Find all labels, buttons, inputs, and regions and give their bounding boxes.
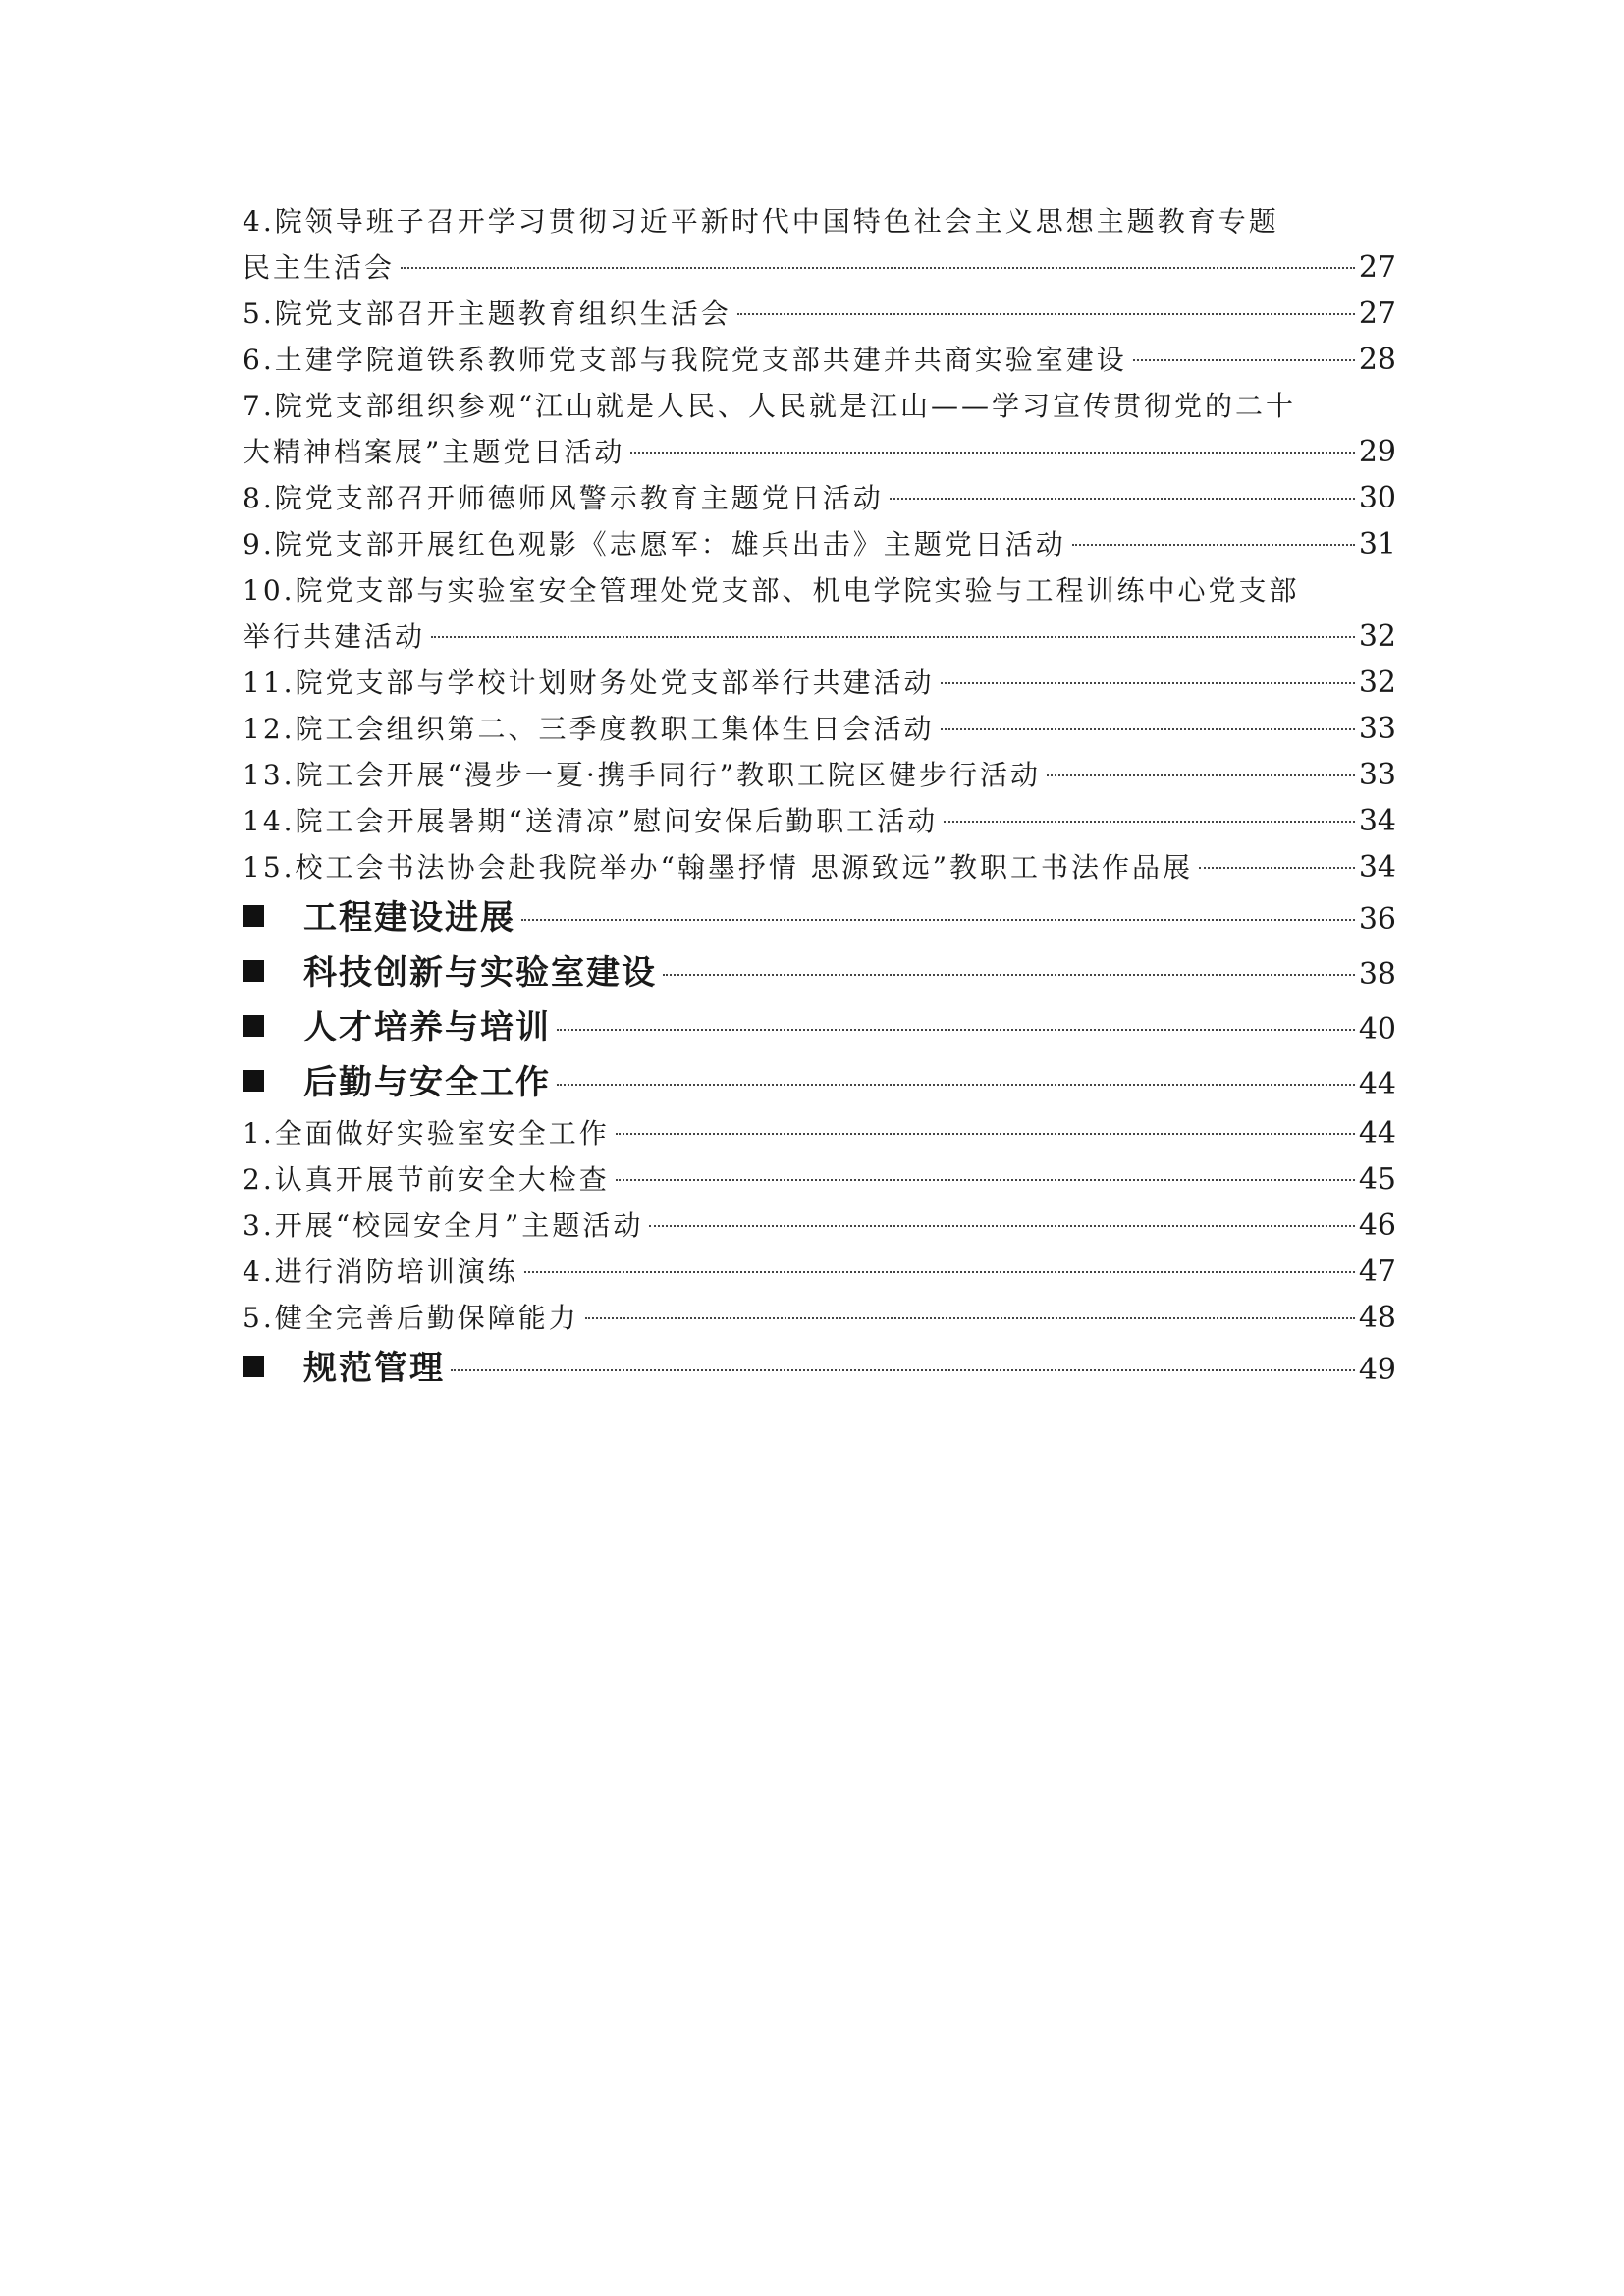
toc-line bbox=[243, 383, 1396, 429]
toc-page-number: 31 bbox=[1358, 527, 1396, 561]
toc-entry-text: 6.土建学院道铁系教师党支部与我院党支部共建并共商实验室建设 bbox=[243, 344, 1127, 376]
toc-section[interactable] bbox=[243, 1000, 1396, 1055]
toc-page-number: 32 bbox=[1358, 666, 1396, 700]
toc-section-title: 后勤与安全工作 bbox=[303, 1063, 551, 1102]
toc-entry-text: 5.院党支部召开主题教育组织生活会 bbox=[243, 297, 731, 330]
dot-leader bbox=[941, 728, 1355, 730]
toc-page-number: 48 bbox=[1358, 1301, 1396, 1335]
toc-page-number: 49 bbox=[1358, 1353, 1396, 1387]
dot-leader bbox=[890, 498, 1355, 500]
toc-section-title: 规范管理 bbox=[303, 1349, 445, 1388]
toc-entry[interactable] bbox=[243, 1295, 1396, 1341]
toc-entry[interactable] bbox=[243, 660, 1396, 706]
toc-entry-text: 民主生活会 bbox=[243, 251, 396, 284]
toc-page-number: 28 bbox=[1358, 343, 1396, 377]
toc-entry-text: 11.院党支部与学校计划财务处党支部举行共建活动 bbox=[243, 667, 935, 699]
square-bullet-icon bbox=[243, 960, 264, 982]
square-bullet-icon bbox=[243, 1070, 264, 1092]
toc-line bbox=[243, 1341, 1396, 1396]
toc-line bbox=[243, 945, 1396, 1000]
dot-leader bbox=[737, 313, 1355, 315]
toc-page-number: 44 bbox=[1358, 1067, 1396, 1101]
toc-line bbox=[243, 1249, 1396, 1295]
dot-leader bbox=[557, 1029, 1355, 1031]
dot-leader bbox=[521, 919, 1355, 921]
toc-entry[interactable] bbox=[243, 567, 1396, 660]
toc-entry-text: 4.院领导班子召开学习贯彻习近平新时代中国特色社会主义思想主题教育专题 bbox=[243, 205, 1279, 238]
toc-entry[interactable] bbox=[243, 383, 1396, 475]
toc-line bbox=[243, 614, 1396, 660]
toc-page-number: 36 bbox=[1358, 902, 1396, 936]
dot-leader bbox=[616, 1133, 1355, 1135]
toc-entry[interactable] bbox=[243, 1156, 1396, 1202]
toc-line bbox=[243, 1156, 1396, 1202]
toc-entry[interactable] bbox=[243, 521, 1396, 567]
toc-page-number: 30 bbox=[1358, 481, 1396, 515]
toc-entry-text: 1.全面做好实验室安全工作 bbox=[243, 1117, 610, 1149]
toc-section-title: 人才培养与培训 bbox=[303, 1008, 551, 1047]
toc-line bbox=[243, 890, 1396, 945]
dot-leader bbox=[1072, 544, 1355, 546]
toc-page-number: 34 bbox=[1358, 850, 1396, 884]
toc-line bbox=[243, 337, 1396, 383]
dot-leader bbox=[941, 682, 1355, 684]
toc-line bbox=[243, 844, 1396, 890]
toc-entry-text: 15.校工会书法协会赴我院举办“翰墨抒情 思源致远”教职工书法作品展 bbox=[243, 851, 1194, 883]
toc-page-number: 47 bbox=[1358, 1255, 1396, 1289]
dot-leader bbox=[616, 1179, 1355, 1181]
square-bullet-icon bbox=[243, 1356, 264, 1377]
toc-section-title: 科技创新与实验室建设 bbox=[303, 953, 657, 992]
toc-line bbox=[243, 475, 1396, 521]
toc-entry[interactable] bbox=[243, 1249, 1396, 1295]
toc-entry-text: 9.院党支部开展红色观影《志愿军：雄兵出击》主题党日活动 bbox=[243, 528, 1066, 561]
toc-entry[interactable] bbox=[243, 752, 1396, 798]
toc-section-title: 工程建设进展 bbox=[303, 898, 515, 937]
dot-leader bbox=[1199, 867, 1355, 869]
toc-page-number: 33 bbox=[1358, 758, 1396, 792]
toc-line bbox=[243, 752, 1396, 798]
toc-line bbox=[243, 660, 1396, 706]
toc-line bbox=[243, 1055, 1396, 1110]
toc-page-number: 29 bbox=[1358, 435, 1396, 469]
toc-line bbox=[243, 429, 1396, 475]
toc-line bbox=[243, 1000, 1396, 1055]
toc-page-number: 46 bbox=[1358, 1208, 1396, 1243]
toc-section[interactable] bbox=[243, 945, 1396, 1000]
toc-page-number: 38 bbox=[1358, 957, 1396, 991]
dot-leader bbox=[944, 821, 1355, 823]
dot-leader bbox=[1047, 774, 1355, 776]
toc-entry-text: 8.院党支部召开师德师风警示教育主题党日活动 bbox=[243, 482, 884, 514]
toc-section[interactable] bbox=[243, 1341, 1396, 1396]
dot-leader bbox=[557, 1084, 1355, 1086]
toc-line bbox=[243, 1295, 1396, 1341]
toc-entry-text: 14.院工会开展暑期“送清凉”慰问安保后勤职工活动 bbox=[243, 805, 939, 837]
toc-page-number: 33 bbox=[1358, 712, 1396, 746]
toc-entry[interactable] bbox=[243, 337, 1396, 383]
dot-leader bbox=[649, 1225, 1354, 1227]
toc-line bbox=[243, 1110, 1396, 1156]
toc-line bbox=[243, 798, 1396, 844]
toc-line bbox=[243, 567, 1396, 614]
toc-entry[interactable] bbox=[243, 1202, 1396, 1249]
toc-entry[interactable] bbox=[243, 1110, 1396, 1156]
toc-entry[interactable] bbox=[243, 291, 1396, 337]
toc-entry-text: 10.院党支部与实验室安全管理处党支部、机电学院实验与工程训练中心党支部 bbox=[243, 574, 1300, 607]
toc-line bbox=[243, 244, 1396, 291]
toc-entry-text: 7.院党支部组织参观“江山就是人民、人民就是江山——学习宣传贯彻党的二十 bbox=[243, 390, 1297, 422]
toc-entry[interactable] bbox=[243, 475, 1396, 521]
square-bullet-icon bbox=[243, 1015, 264, 1037]
toc-page-number: 44 bbox=[1358, 1116, 1396, 1150]
toc-entry[interactable] bbox=[243, 198, 1396, 291]
toc-line bbox=[243, 521, 1396, 567]
toc-entry[interactable] bbox=[243, 706, 1396, 752]
toc-page-number: 34 bbox=[1358, 804, 1396, 838]
square-bullet-icon bbox=[243, 905, 264, 927]
toc-entry-text: 举行共建活动 bbox=[243, 620, 426, 653]
dot-leader bbox=[451, 1369, 1355, 1371]
dot-leader bbox=[431, 636, 1355, 638]
toc-page-number: 27 bbox=[1358, 296, 1396, 331]
toc-page-number: 40 bbox=[1358, 1012, 1396, 1046]
toc-entry-text: 3.开展“校园安全月”主题活动 bbox=[243, 1209, 644, 1242]
toc-entry[interactable] bbox=[243, 798, 1396, 844]
dot-leader bbox=[1133, 359, 1355, 361]
toc-line bbox=[243, 706, 1396, 752]
dot-leader bbox=[585, 1317, 1355, 1319]
toc-line bbox=[243, 291, 1396, 337]
dot-leader bbox=[524, 1271, 1355, 1273]
toc-line bbox=[243, 1202, 1396, 1249]
toc-page-number: 32 bbox=[1358, 619, 1396, 654]
toc-entry-text: 4.进行消防培训演练 bbox=[243, 1255, 518, 1288]
toc-entry[interactable] bbox=[243, 844, 1396, 890]
table-of-contents bbox=[243, 198, 1396, 1396]
toc-entry-text: 5.健全完善后勤保障能力 bbox=[243, 1302, 579, 1334]
toc-page-number: 27 bbox=[1358, 250, 1396, 285]
toc-entry-text: 13.院工会开展“漫步一夏·携手同行”教职工院区健步行活动 bbox=[243, 759, 1042, 791]
toc-entry-text: 12.院工会组织第二、三季度教职工集体生日会活动 bbox=[243, 713, 935, 745]
toc-section[interactable] bbox=[243, 890, 1396, 945]
toc-entry-text: 2.认真开展节前安全大检查 bbox=[243, 1163, 610, 1196]
toc-section[interactable] bbox=[243, 1055, 1396, 1110]
dot-leader bbox=[630, 452, 1354, 454]
toc-line bbox=[243, 198, 1396, 244]
dot-leader bbox=[663, 974, 1355, 976]
dot-leader bbox=[401, 267, 1355, 269]
toc-entry-text: 大精神档案展”主题党日活动 bbox=[243, 436, 625, 468]
toc-page-number: 45 bbox=[1358, 1162, 1396, 1197]
